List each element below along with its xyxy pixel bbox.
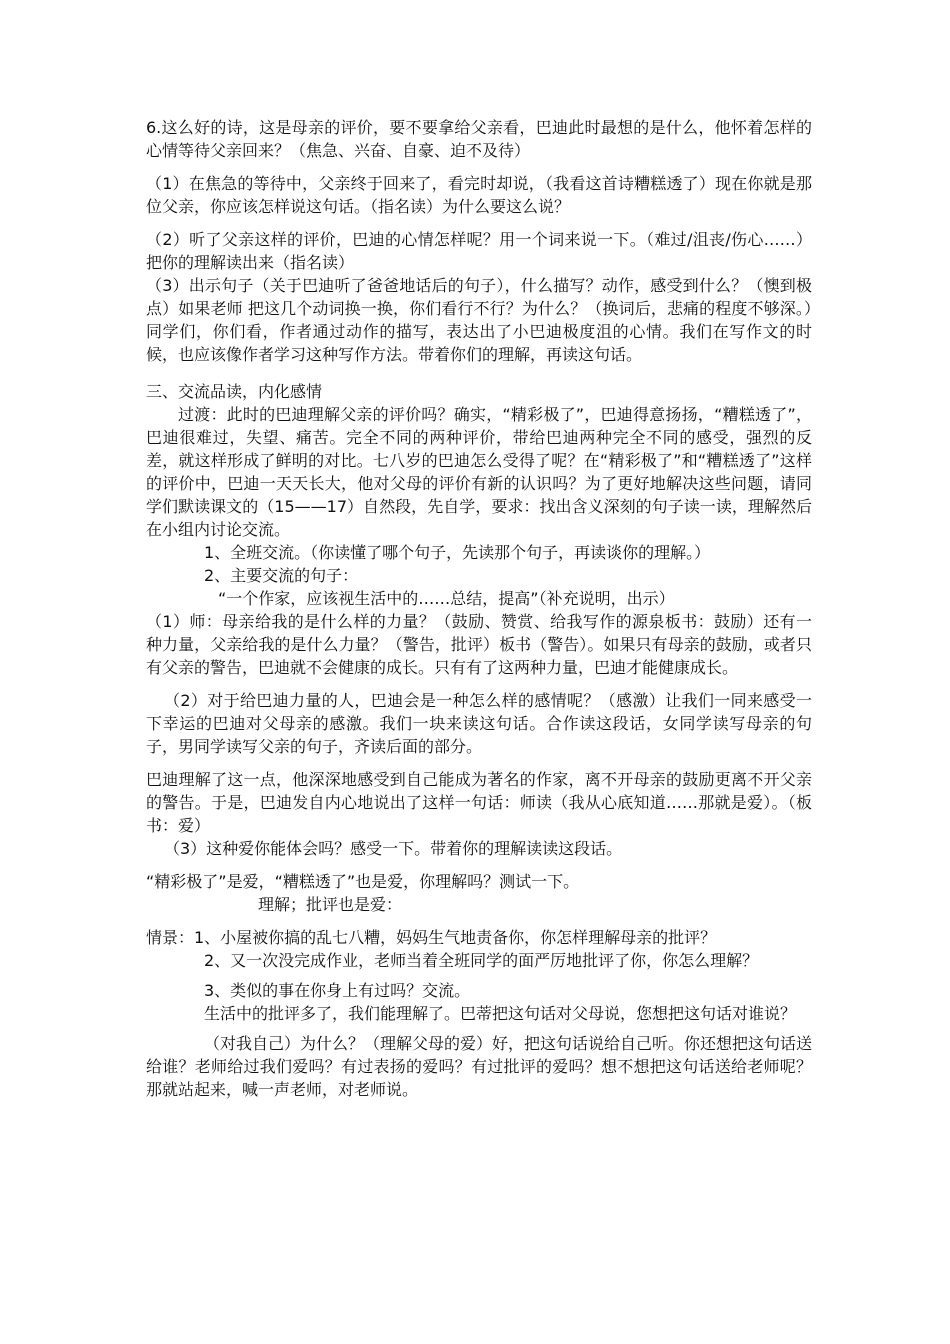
paragraph-scenario-2: 2、又一次没完成作业，老师当着全班同学的面严厉地批评了你，你怎么理解？ xyxy=(204,951,759,970)
paragraph-discussion-2: （2）对于给巴迪力量的人，巴迪会是一种怎么样的感情呢？（感激）让我们一同来感受一下幸运的巴迪对父母亲的感激。我们一块来读这句话。合作读这段话，女同学读写母亲的句子，男同学读写父亲的句子，齐读后面的部分。 xyxy=(146,691,812,756)
paragraph-class-exchange: 1、全班交流。（你读懂了哪个句子，先读那个句子，再读谈你的理解。） xyxy=(204,543,711,562)
paragraph-transition: 过渡：此时的巴迪理解父亲的评价吗？确实，“精彩极了”，巴迪得意扬扬，“糟糕透了”，巴迪很难过，失望、痛苦。完全不同的两种评价，带给巴迪两种完全不同的感受，强烈的反差，就这样形成了鲜明的对比。七八岁的巴迪怎么受得了呢？在“精彩极了”和“糟糕透了”这样的评价中，巴迪一天天长大，他对父母的评价有新的认识吗？为了更好地解决这些问题，请同学们默读课文的（15——17）自然段，先自学，要求：找出含义深刻的句子读一读，理解然后在小组内讨论交流。 xyxy=(146,405,812,539)
paragraph-conclusion: （对我自己）为什么？（理解父母的爱）好，把这句话说给自己听。你还想把这句话送给谁？老师给过我们爱吗？有过表扬的爱吗？有过批评的爱吗？想不想把这句话送给老师呢？那就站起来，喊一声老师，对老师说。 xyxy=(146,1034,813,1099)
paragraph-scenario-1: 情景：1、小屋被你搞的乱七八糟，妈妈生气地责备你，你怎样理解母亲的批评？ xyxy=(146,928,717,947)
paragraph-main-sentences: 2、主要交流的句子： xyxy=(204,566,359,585)
paragraph-question-6: 6.这么好的诗，这是母亲的评价，要不要拿给父亲看，巴迪此时最想的是什么，他怀着怎样的心情等待父亲回来？（焦急、兴奋、自豪、迫不及待） xyxy=(146,118,812,160)
paragraph-criticism: 理解；批评也是爱： xyxy=(258,895,403,914)
paragraph-sub-3: （3）出示句子（关于巴迪听了爸爸地话后的句子），什么描写？动作，感受到什么？（懊到极点）如果老师 把这几个动词换一换，你们看行不行？为什么？（换词后，悲痛的程度不够深。）同学们，你们看，作者通过动作的描写，表达出了小巴迪极度沮的心情。我们在写作文的时候，也应该像作者学习这种写作方法。带着你们的理解，再读这句话。 xyxy=(146,276,812,364)
paragraph-sub-2: （2）听了父亲这样的评价，巴迪的心情怎样呢？用一个词来说一下。（难过/沮丧/伤心……）把你的理解读出来（指名读） xyxy=(146,230,812,272)
paragraph-love: “精彩极了”是爱，“糟糕透了”也是爱，你理解吗？测试一下。 xyxy=(146,872,580,891)
paragraph-understanding: 巴迪理解了这一点，他深深地感受到自己能成为著名的作家，离不开母亲的鼓励更离不开父亲的警告。于是，巴迪发自内心地说出了这样一句话：师读（我从心底知道……那就是爱）。（板书：爱） xyxy=(146,770,812,835)
paragraph-sub-1: （1）在焦急的等待中，父亲终于回来了，看完时却说，（我看这首诗糟糕透了）现在你就是那位父亲，你应该怎样说这句话。（指名读）为什么要这么说？ xyxy=(146,174,812,216)
paragraph-scenario-3: 3、类似的事在你身上有过吗？交流。 xyxy=(204,981,471,1000)
paragraph-life-criticism: 生活中的批评多了，我们能理解了。巴蒂把这句话对父母说，您想把这句话对谁说？ xyxy=(204,1004,797,1023)
document-page xyxy=(146,116,812,1101)
paragraph-quote: “一个作家，应该视生活中的……总结，提高”（补充说明，出示） xyxy=(218,589,675,608)
paragraph-discussion-3: （3）这种爱你能体会吗？感受一下。带着你的理解读读这段话。 xyxy=(164,839,623,858)
section-heading-3: 三、交流品读，内化感情 xyxy=(146,382,323,401)
paragraph-discussion-1: （1）师：母亲给我的是什么样的力量？（鼓励、赞赏、给我写作的源泉板书：鼓励）还有一种力量，父亲给我的是什么力量？（警告，批评）板书（警告）。如果只有母亲的鼓励，或者只有父亲的警告，巴迪就不会健康的成长。只有有了这两种力量，巴迪才能健康成长。 xyxy=(146,612,812,677)
